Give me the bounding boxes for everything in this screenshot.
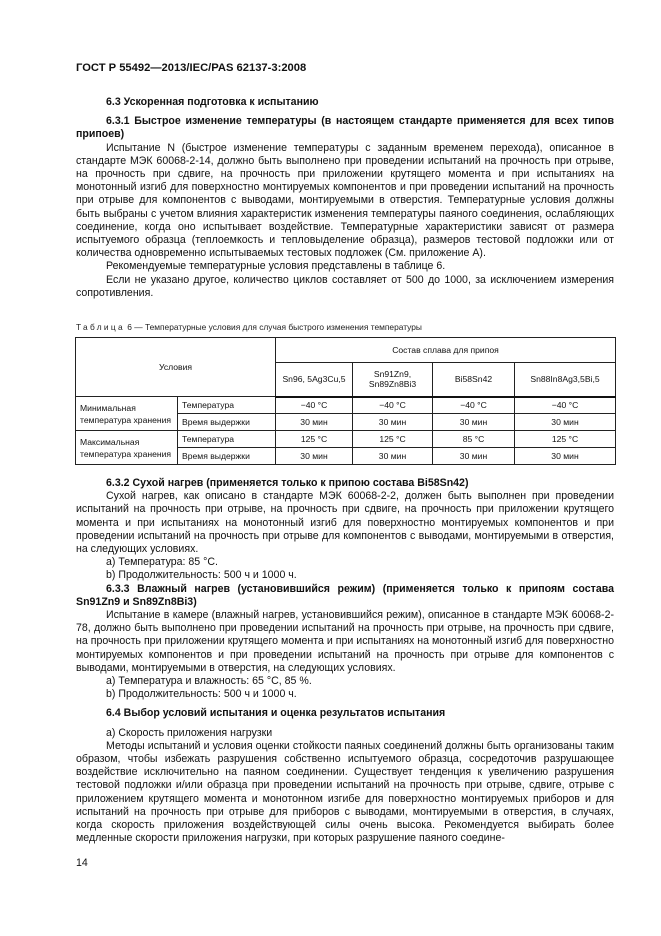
table-cell: 85 °С	[433, 431, 515, 448]
page-number: 14	[76, 857, 88, 869]
table-caption	[76, 322, 422, 332]
table-cell: 125 °С	[353, 431, 433, 448]
table-caption-text: 6 — Температурные условия для случая быстрого изменения температуры	[124, 322, 422, 332]
table-param: Время выдержки	[178, 448, 276, 465]
paragraph: Сухой нагрев, как описано в стандарте МЭК 60068-2-2, должен быть выполнен при проведении испытаний на прочность при отрыве, на прочность при сдвиге, на прочность при приложении крутящего момента и при испытаниях на монотонный изгиб для поверхностно монтируемых компонентов и при проведении испытаний на прочность при отрыве для компонентов с выводами, монтируемыми в отверстия, на следующих условиях.	[76, 490, 614, 556]
paragraph: Методы испытаний и условия оценки стойкости паяных соединений должны быть организованы таким образом, чтобы избежать разрушения собственно испытуемого образца, сосредоточив разрушающее воздействие исключительно на паяном соединении. Существует тенденция к увеличению разрушения тестовой подложки и/или образца при проведении испытаний на прочность при отрыве, сдвиге, отрыве с приложением крутящего момента и монотонном изгибе для поверхностно монтируемых приборов и для испытаний на прочность при отрыве для приборов с выводами, монтируемыми в отверстия, в случаях, когда скорость приложения воздействующей силы очень высока. Рекомендуется выбирать более медленные скорости приложения нагрузки, при которых разрушение паяного соедине-	[76, 739, 614, 845]
document-header: ГОСТ Р 55492—2013/IEC/PAS 62137-3:2008	[76, 62, 307, 74]
table-header-alloy: Sn91Zn9, Sn89Zn8Bi3	[353, 363, 433, 397]
section-title-6-3-2: 6.3.2 Сухой нагрев (применяется только к припою состава Bi58Sn42)	[106, 477, 469, 489]
table-cell: 30 мин	[515, 448, 616, 465]
table-6	[75, 337, 616, 465]
table-row	[76, 431, 616, 448]
table-header-conditions: Условия	[76, 338, 276, 397]
section-6-3-2	[76, 477, 614, 845]
table-param: Время выдержки	[178, 414, 276, 431]
table-cell: −40 °С	[276, 397, 353, 414]
table-cell: 30 мин	[515, 414, 616, 431]
list-item: b) Продолжительность: 500 ч и 1000 ч.	[106, 569, 297, 582]
paragraph: Рекомендуемые температурные условия представлены в таблице 6.	[106, 260, 446, 273]
list-item: a) Температура и влажность: 65 °С, 85 %.	[106, 675, 312, 688]
paragraph: Испытание N (быстрое изменение температуры с заданным временем перехода), описанное в стандарте МЭК 60068-2-14, должно быть выполнено при проведении испытаний на прочность при отрыве, на прочность при сдвиге, на прочность при приложении крутящего момента и при испытаниях на монотонный изгиб для поверхностно монтируемых компонентов и при проведении испытаний на прочность при отрыве для компонентов с выводами, монтируемыми в отверстия. Температурные условия должны быть выбраны с учетом влияния характеристик изменения температуры паяного соединения, ослабляющих соединение, когда оно испытывает воздействие. Температурные характеристики зависят от размера испытуемого образца (теплоемкость и тепловыделение образца), размеров тестовой подложки или от количества одновременно испытываемых тестовых подложек (См. приложение А).	[76, 141, 614, 260]
table-group-label: Минимальная температура хранения	[76, 397, 178, 431]
table-cell: 30 мин	[433, 414, 515, 431]
paragraph: Испытание в камере (влажный нагрев, установившийся режим), описанное в стандарте МЭК 60068-2-78, должно быть выполнено при проведении испытаний на прочность при отрыве, на прочность при сдвиге, на прочность при приложении крутящего момента и при испытаниях на монотонный изгиб для поверхностно монтируемых компонентов и при проведении испытаний на прочность при отрыве для компонентов с выводами, монтируемыми в отверстия, на следующих условиях.	[76, 609, 614, 674]
table-cell: 30 мин	[276, 414, 353, 431]
section-6-3	[76, 96, 614, 300]
table-cell: 30 мин	[353, 414, 433, 431]
table-cell: 125 °С	[515, 431, 616, 448]
table-cell: −40 °С	[433, 397, 515, 414]
table-cell: −40 °С	[353, 397, 433, 414]
table-cell: 30 мин	[276, 448, 353, 465]
table-row	[76, 397, 616, 414]
table-group-label: Максимальная температура хранения	[76, 431, 178, 465]
table-cell: 30 мин	[433, 448, 515, 465]
table-header-alloy: Bi58Sn42	[433, 363, 515, 397]
section-title-6-3: 6.3 Ускоренная подготовка к испытанию	[106, 96, 319, 108]
section-title-6-3-1: 6.3.1 Быстрое изменение температуры (в настоящем стандарте применяется для всех типов припоев)	[76, 115, 614, 141]
table-param: Температура	[178, 431, 276, 448]
section-title-6-3-3: 6.3.3 Влажный нагрев (установившийся режим) (применяется только к припоям состава Sn91Zn9 и Sn89Zn8Bi3)	[76, 582, 614, 608]
table-cell: 125 °С	[276, 431, 353, 448]
section-title-6-4: 6.4 Выбор условий испытания и оценка результатов испытания	[106, 707, 446, 720]
list-item: a) Скорость приложения нагрузки	[106, 726, 273, 739]
list-item: b) Продолжительность: 500 ч и 1000 ч.	[106, 688, 297, 701]
table-header-alloy: Sn96, 5Ag3Cu,5	[276, 363, 353, 397]
table-header-composition: Состав сплава для припоя	[276, 338, 616, 363]
table-cell: 30 мин	[353, 448, 433, 465]
table-header-alloy: Sn88In8Ag3,5Bi,5	[515, 363, 616, 397]
table-caption-label: Таблица	[76, 322, 125, 332]
paragraph: Если не указано другое, количество циклов составляет от 500 до 1000, за исключением измерения сопротивления.	[76, 273, 614, 299]
list-item: a) Температура: 85 °С.	[106, 556, 218, 569]
table-cell: −40 °С	[515, 397, 616, 414]
table-param: Температура	[178, 397, 276, 414]
